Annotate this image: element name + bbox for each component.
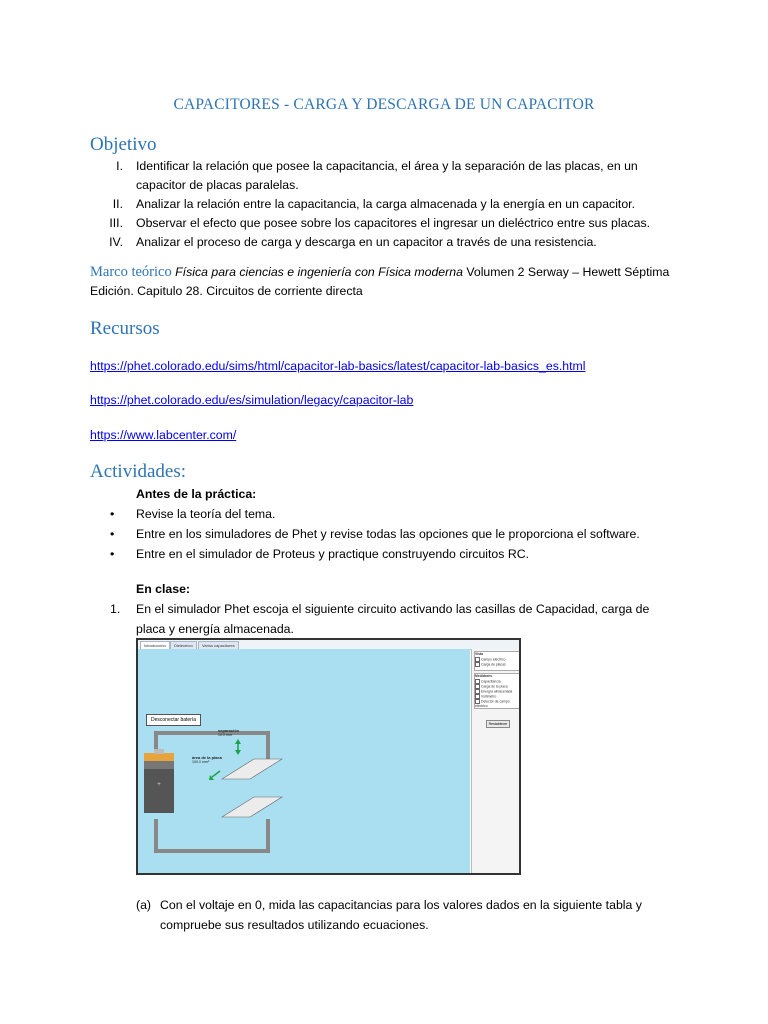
actividades-heading: Actividades:	[90, 461, 187, 482]
link-phet-capacitor-lab[interactable]: https://phet.colorado.edu/es/simulation/legacy/capacitor-lab	[90, 393, 414, 407]
bottom-plate	[222, 797, 282, 817]
document-title: CAPACITORES - CARGA Y DESCARGA DE UN CAPACITOR	[173, 96, 595, 113]
sim-tab-varios[interactable]: Varios capacitores	[198, 641, 239, 650]
list-number: 1.	[110, 602, 121, 616]
marco-book-title: Física para ciencias e ingeniería con Física moderna	[175, 265, 463, 279]
checkbox-row[interactable]: Voltímetro	[475, 694, 521, 699]
antes-list	[110, 504, 690, 564]
svg-text:+: +	[157, 782, 161, 788]
objetivo-item	[90, 214, 690, 233]
area-label: área de la placa	[192, 755, 222, 760]
marco-reference: Volumen 2 Serway – Hewett Séptima Edición. Capitulo 28. Circuitos de corriente directa	[90, 265, 670, 298]
list-item	[110, 599, 670, 639]
roman-numeral: IV.	[109, 235, 123, 249]
meters-box	[474, 673, 521, 709]
roman-numeral: II.	[112, 197, 123, 211]
area-value: 100.0 mm²	[192, 760, 210, 764]
box-title: Medidores	[475, 674, 492, 678]
marco-teorico	[90, 263, 670, 301]
roman-numeral: III.	[109, 216, 123, 230]
box-title: Vista	[475, 652, 484, 656]
checkbox[interactable]	[475, 662, 480, 667]
clase-list	[110, 599, 670, 639]
view-options-box	[474, 651, 521, 671]
objetivo-item	[90, 157, 690, 195]
checkbox-row[interactable]: Detector de campo eléctrico	[475, 698, 510, 708]
objetivo-text: Analizar el proceso de carga y descarga en un capacitor a través de una resistencia.	[136, 235, 597, 249]
separation-label: separación	[218, 728, 240, 733]
checkbox-row[interactable]: Energía almacenada	[475, 689, 521, 694]
link-phet-capacitor-basics[interactable]: https://phet.colorado.edu/sims/html/capacitor-lab-basics/latest/capacitor-lab-basics_es.html	[90, 359, 586, 373]
sub-item-a	[136, 895, 656, 935]
wire-bottom	[156, 819, 268, 851]
battery-icon	[144, 749, 174, 813]
link-labcenter[interactable]: https://www.labcenter.com/	[90, 428, 237, 442]
sim-canvas	[138, 649, 470, 875]
list-item: • Entre en los simuladores de Phet y revise todas las opciones que le proporciona el software.	[110, 524, 690, 544]
sim-tab-introduccion[interactable]: Introducción	[140, 641, 170, 650]
reset-button[interactable]: Restablecer	[486, 720, 510, 728]
checkbox-row[interactable]: Campo eléctrico	[475, 657, 521, 662]
sub-item-text: Con el voltaje en 0, mida las capacitancias para los valores dados en la siguiente tabla y compruebe sus resultados utilizando ecuaciones.	[160, 898, 642, 932]
objetivo-text: Observar el efecto que posee sobre los capacitores el ingresar un dieléctrico entre sus placas.	[136, 216, 651, 230]
objetivo-text: Identificar la relación que posee la capacitancia, el área y la separación de las placas, en un capacitor de placas paralelas.	[136, 159, 638, 192]
objetivo-item	[90, 195, 690, 214]
objetivo-heading: Objetivo	[90, 134, 157, 155]
list-item-text: Entre en los simuladores de Phet y revise todas las opciones que le proporciona el software.	[136, 527, 640, 541]
checkbox-row[interactable]: Carga de la placa	[475, 684, 521, 689]
circuit-diagram	[138, 649, 470, 875]
recursos-heading: Recursos	[90, 318, 160, 339]
list-item: • Revise la teoría del tema.	[110, 504, 690, 524]
antes-label: Antes de la práctica:	[136, 487, 257, 501]
top-plate	[222, 759, 282, 779]
list-item-text: En el simulador Phet escoja el siguiente circuito activando las casillas de Capacidad, carga de placa y energía almacenada.	[136, 602, 650, 636]
objetivo-text: Analizar la relación entre la capacitancia, la carga almacenada y la energía en un capacitor.	[136, 197, 636, 211]
marco-label: Marco teórico	[90, 264, 172, 280]
objetivo-list	[90, 157, 690, 252]
separation-value: 10.0 mm	[218, 733, 232, 737]
simulator-screenshot	[136, 638, 521, 875]
roman-numeral: I.	[116, 159, 123, 173]
sim-tab-dielectrico[interactable]: Dieléctrico	[170, 641, 197, 650]
list-item-text: Entre en el simulador de Proteus y practique construyendo circuitos RC.	[136, 547, 530, 561]
objetivo-item	[90, 233, 690, 252]
disconnect-battery-button[interactable]: Desconectar batería	[146, 714, 201, 726]
sub-item-label: (a)	[136, 898, 152, 912]
checkbox-row[interactable]: Carga de placas	[475, 662, 521, 667]
checkbox-row[interactable]: Capacitancia	[475, 679, 521, 684]
area-arrow	[212, 771, 220, 777]
clase-label: En clase:	[136, 582, 190, 596]
sim-control-panel	[471, 649, 521, 875]
list-item: • Entre en el simulador de Proteus y practique construyendo circuitos RC.	[110, 544, 690, 564]
list-item-text: Revise la teoría del tema.	[136, 507, 276, 521]
